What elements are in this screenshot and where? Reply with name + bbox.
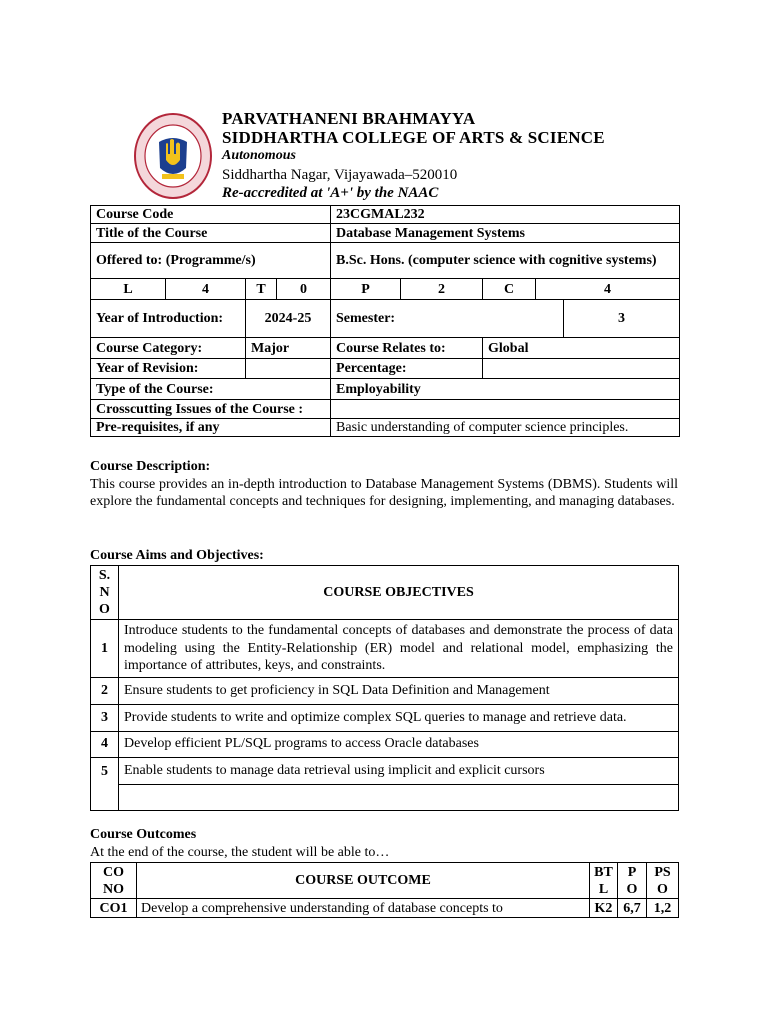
btl-value: K2 <box>590 899 618 918</box>
outcomes-heading: Course Outcomes <box>90 827 197 842</box>
objective-number: 3 <box>91 704 119 731</box>
objectives-table <box>90 565 679 811</box>
course-outcome-header: COURSE OUTCOME <box>137 863 590 899</box>
outcome-row <box>91 899 679 918</box>
course-code-label: Course Code <box>91 206 331 224</box>
offered-label: Offered to: (Programme/s) <box>91 243 331 279</box>
p-value: 2 <box>401 279 483 300</box>
objective-text: Provide students to write and optimize complex SQL queries to manage and retrieve data. <box>119 704 679 731</box>
crosscutting-label: Crosscutting Issues of the Course : <box>91 400 331 419</box>
course-type-value: Employability <box>331 379 680 400</box>
description-text: This course provides an in-depth introduction to Database Management Systems (DBMS). Students will explore the fundamental concepts and techniques for designing, implementing, and managing databases. <box>90 477 678 509</box>
objective-text: Develop efficient PL/SQL programs to access Oracle databases <box>119 731 679 757</box>
crosscutting-value <box>331 400 680 419</box>
outcomes-table <box>90 862 679 918</box>
objective-number: 5 <box>91 757 119 810</box>
btl-header: BT L <box>590 863 618 899</box>
pso-header: PS O <box>647 863 679 899</box>
objective-number: 1 <box>91 620 119 678</box>
p-label: P <box>331 279 401 300</box>
year-intro-label: Year of Introduction: <box>91 300 246 338</box>
course-title-value: Database Management Systems <box>331 224 680 243</box>
relates-label: Course Relates to: <box>331 338 483 359</box>
l-label: L <box>91 279 166 300</box>
percentage-value <box>483 359 680 379</box>
objective-row <box>91 620 679 678</box>
category-value: Major <box>246 338 331 359</box>
objective-row <box>91 731 679 757</box>
po-value: 6,7 <box>618 899 647 918</box>
course-type-label: Type of the Course: <box>91 379 331 400</box>
revision-label: Year of Revision: <box>91 359 246 379</box>
objective-text: Enable students to manage data retrieval using implicit and explicit cursors <box>119 757 679 784</box>
objective-row-empty <box>91 784 679 810</box>
prerequisites-value: Basic understanding of computer science principles. <box>331 419 680 437</box>
relates-value: Global <box>483 338 680 359</box>
c-value: 4 <box>536 279 680 300</box>
college-header <box>132 108 652 204</box>
l-value: 4 <box>166 279 246 300</box>
year-intro-value: 2024-25 <box>246 300 331 338</box>
c-label: C <box>483 279 536 300</box>
co-number: CO1 <box>91 899 137 918</box>
objective-row <box>91 757 679 784</box>
objective-text: Ensure students to get proficiency in SQL Data Definition and Management <box>119 677 679 704</box>
college-address: Siddhartha Nagar, Vijayawada–520010 <box>222 166 458 183</box>
college-accreditation: Re-accredited at 'A+' by the NAAC <box>222 185 439 201</box>
t-label: T <box>246 279 277 300</box>
college-status: Autonomous <box>222 148 296 163</box>
po-header: P O <box>618 863 647 899</box>
outcome-text: Develop a comprehensive understanding of database concepts to <box>137 899 590 918</box>
course-title-label: Title of the Course <box>91 224 331 243</box>
objectives-header: COURSE OBJECTIVES <box>119 566 679 620</box>
outcomes-intro: At the end of the course, the student will be able to… <box>90 845 390 860</box>
college-seal-logo <box>132 108 214 200</box>
objective-number: 2 <box>91 677 119 704</box>
objective-row <box>91 677 679 704</box>
revision-value <box>246 359 331 379</box>
semester-value: 3 <box>564 300 680 338</box>
college-name-line2: SIDDHARTHA COLLEGE OF ARTS & SCIENCE <box>222 127 605 147</box>
course-info-table <box>90 205 680 437</box>
objective-number: 4 <box>91 731 119 757</box>
description-heading: Course Description: <box>90 459 211 474</box>
objective-row <box>91 704 679 731</box>
semester-label: Semester: <box>331 300 564 338</box>
sno-header: S. N O <box>91 566 119 620</box>
category-label: Course Category: <box>91 338 246 359</box>
co-no-header: CO NO <box>91 863 137 899</box>
pso-value: 1,2 <box>647 899 679 918</box>
offered-value: B.Sc. Hons. (computer science with cognitive systems) <box>331 243 680 279</box>
prerequisites-label: Pre-requisites, if any <box>91 419 331 437</box>
college-name-line1: PARVATHANENI BRAHMAYYA <box>222 109 476 128</box>
objective-text: Introduce students to the fundamental concepts of databases and demonstrate the process of data modeling using the Entity-Relationship (ER) model and relational model, emphasizing the importance of attributes, keys, and constraints. <box>119 620 679 678</box>
t-value: 0 <box>277 279 331 300</box>
percentage-label: Percentage: <box>331 359 483 379</box>
course-code-value: 23CGMAL232 <box>331 206 680 224</box>
objectives-heading: Course Aims and Objectives: <box>90 548 264 563</box>
objective-text-empty <box>119 784 679 810</box>
